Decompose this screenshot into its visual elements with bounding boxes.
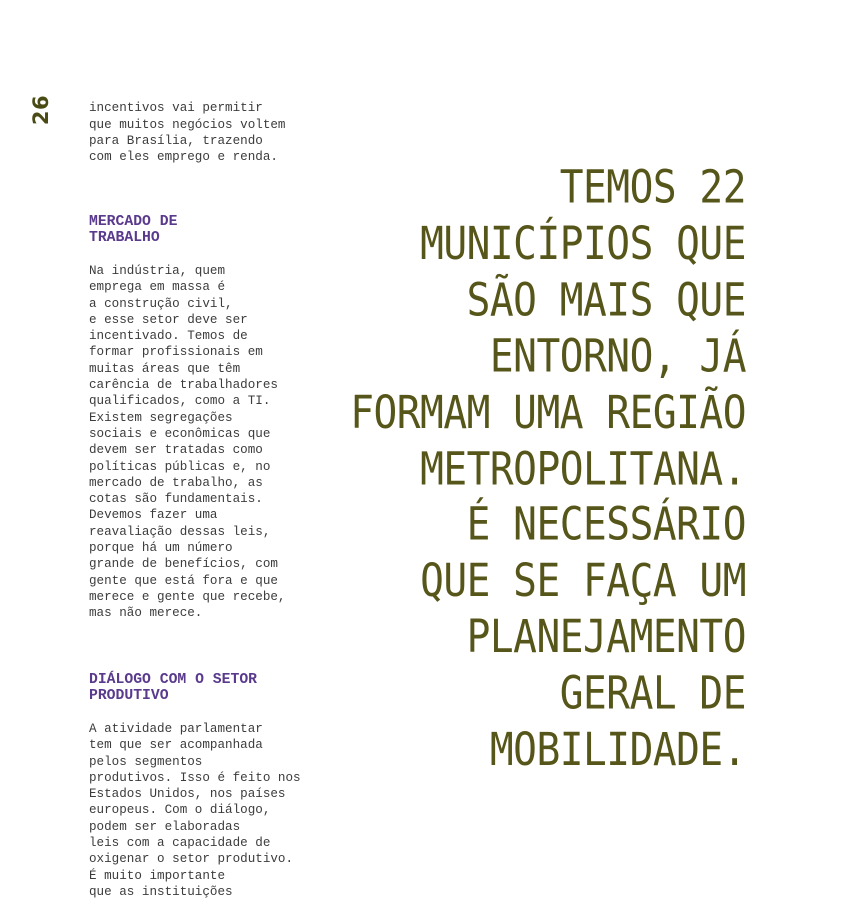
section-body-mercado: Na indústria, quem emprega em massa é a construção civil, e esse setor deve ser incentivado. Temos de formar profissionais em muitas áreas que têm carência de trabalhadores qualificados, como a TI. Existem segregações sociais e econômicas que devem ser tratadas como políticas públicas e, no mercado de trabalho, as cotas são fundamentais. Devemos fazer uma reavaliação dessas leis, porque há um número grande de benefícios, com gente que está fora e que merece e gente que recebe, mas não merece.: [89, 263, 286, 621]
page-number: [26, 90, 56, 130]
section-heading-mercado: MERCADO DE TRABALHO: [89, 214, 178, 247]
section-body-dialogo: A atividade parlamentar tem que ser acompanhada pelos segmentos produtivos. Isso é feito nos Estados Unidos, nos países europeus. Com o diálogo, podem ser elaboradas leis com a capacidade de oxigenar o setor produtivo. É muito importante que as instituições: [89, 721, 301, 899]
pull-quote: TEMOS 22 MUNICÍPIOS QUE SÃO MAIS QUE ENTORNO, JÁ FORMAM UMA REGIÃO METROPOLITANA. É NECESSÁRIO QUE SE FAÇA UM PLANEJAMENTO GERAL DE MOBILIDADE.: [350, 161, 746, 777]
spacer: [89, 182, 319, 198]
section-heading-dialogo: DIÁLOGO COM O SETOR PRODUTIVO: [89, 672, 257, 705]
article-column: [89, 84, 319, 917]
page-number-text: 26: [29, 94, 54, 126]
spacer: [89, 638, 319, 656]
intro-paragraph: incentivos vai permitir que muitos negócios voltem para Brasília, trazendo com eles emprego e renda.: [89, 101, 286, 165]
